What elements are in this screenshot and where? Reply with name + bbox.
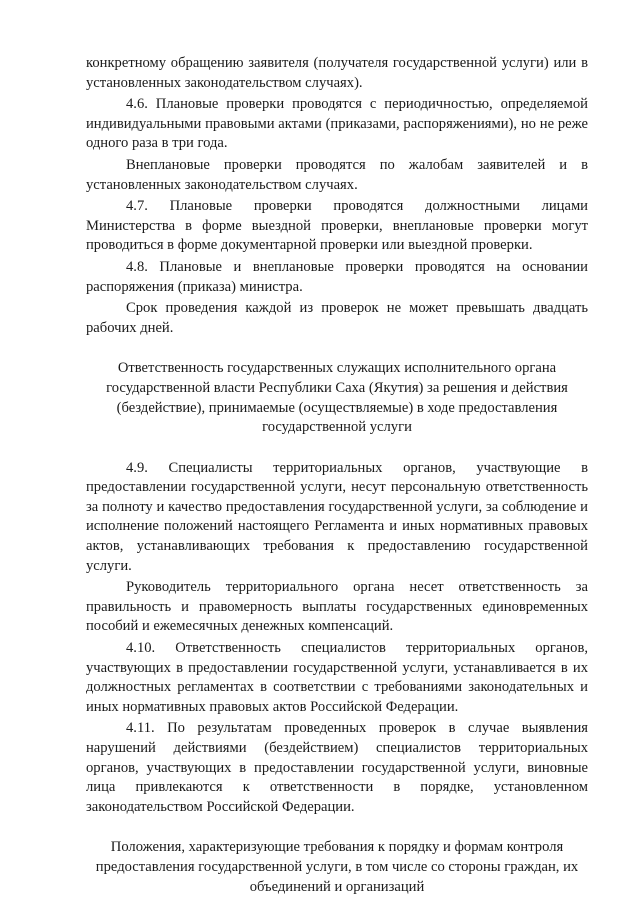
paragraph-check-duration: Срок проведения каждой из проверок не может превышать двадцать рабочих дней. xyxy=(86,300,588,336)
paragraph-unplanned-checks: Внеплановые проверки проводятся по жалобам заявителей и в установленных законодательством случаях. xyxy=(86,156,588,193)
document-page xyxy=(86,54,588,897)
paragraph-4-8: 4.8. Плановые и внеплановые проверки проводятся на основании распоряжения (приказа) министра. xyxy=(86,258,588,295)
paragraph-4-10: 4.10. Ответственность специалистов территориальных органов, участвующих в предоставлении государственной услуги, устанавливается в их должностных регламентах в соответствии с требованиями законодательных и иных нормативных правовых актов Российской Федерации. xyxy=(86,640,588,715)
paragraph-4-11: 4.11. По результатам проведенных проверок в случае выявления нарушений действиями (бездействием) специалистов территориальных органов, участвующих в предоставлении государственной услуги, виновные лица привлекаются к ответственности в порядке, установленном законодательством Российской Федерации. xyxy=(86,720,588,815)
paragraph-4-9: 4.9. Специалисты территориальных органов, участвующие в предоставлении государственной услуги, несут персональную ответственность за полноту и качество предоставления государственной услуги, за соблюдение и исполнение положений настоящего Регламента и иных нормативных правовых актов, устанавливающих требования к предоставлению государственной услуги. xyxy=(86,459,588,574)
paragraph-continuation: конкретному обращению заявителя (получателя государственной услуги) или в установленных законодательством случаях). xyxy=(86,55,588,91)
paragraph-4-6: 4.6. Плановые проверки проводятся с периодичностью, определяемой индивидуальными правовыми актами (приказами, распоряжениями), но не реже одного раза в три года. xyxy=(86,96,588,152)
paragraph-head-responsibility: Руководитель территориального органа несет ответственность за правильность и правомерность выплаты государственных единовременных пособий и ежемесячных денежных компенсаций. xyxy=(86,579,588,635)
section-heading-control: Положения, характеризующие требования к порядку и формам контроля предоставления государственной услуги, в том числе со стороны граждан, их объединений и организаций xyxy=(95,839,579,895)
section-heading-responsibility: Ответственность государственных служащих исполнительного органа государственной власти Республики Саха (Якутия) за решения и действия (бездействие), принимаемые (осуществляемые) в ходе предоставления государственной услуги xyxy=(106,360,568,436)
paragraph-4-7: 4.7. Плановые проверки проводятся должностными лицами Министерства в форме выездной проверки, внеплановые проверки могут проводиться в форме документарной проверки или выездной проверки. xyxy=(86,198,588,254)
